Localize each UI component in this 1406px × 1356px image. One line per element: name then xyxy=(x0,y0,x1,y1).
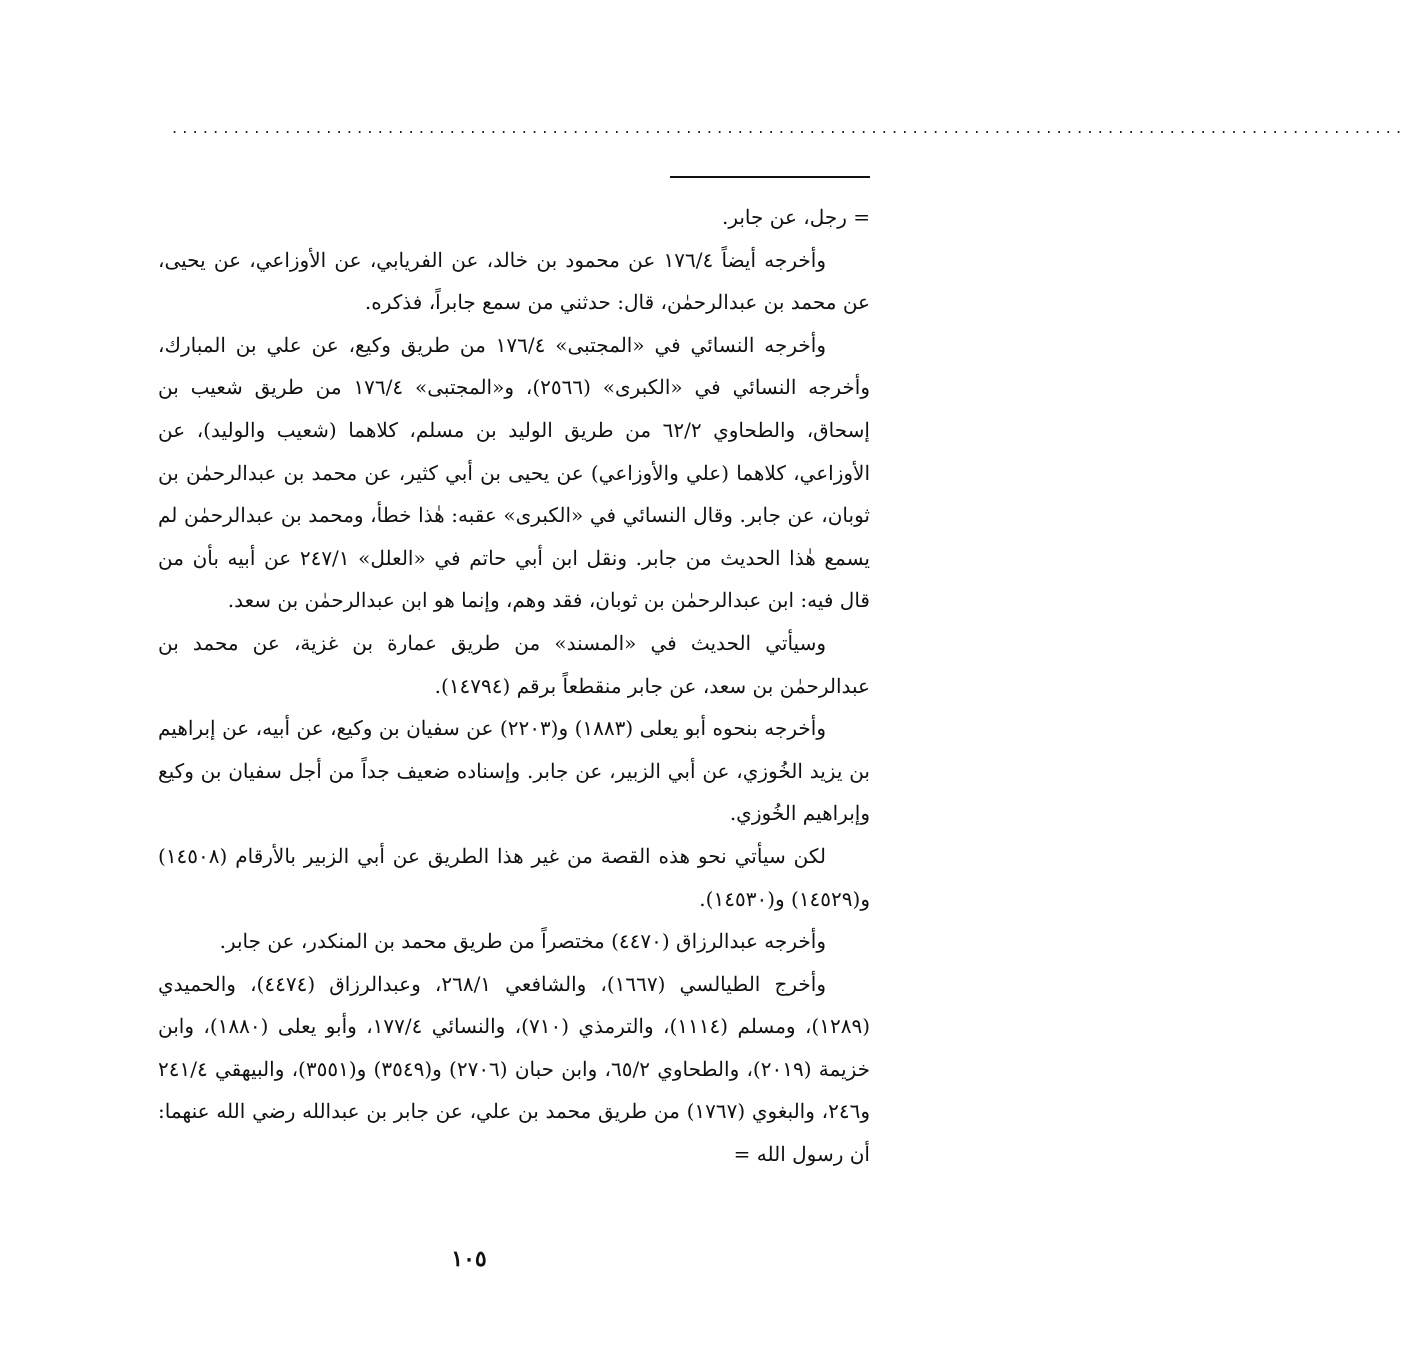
separator-dots: ........................................................................................................................ xyxy=(172,118,1406,137)
paragraph: وأخرجه النسائي في «المجتبى» ١٧٦/٤ من طريق وكيع، عن علي بن المبارك، وأخرجه النسائي في «الكبرى» (٢٥٦٦)، و«المجتبى» ١٧٦/٤ من طريق شعيب بن إسحاق، والطحاوي ٦٢/٢ من طريق الوليد بن مسلم، كلاهما (شعيب والوليد)، عن الأوزاعي، كلاهما (علي والأوزاعي) عن يحيى بن أبي كثير، عن محمد بن عبدالرحمٰن بن ثوبان، عن جابر. وقال النسائي في «الكبرى» عقبه: هٰذا خطأ، ومحمد بن عبدالرحمٰن لم يسمع هٰذا الحديث من جابر. ونقل ابن أبي حاتم في «العلل» ٢٤٧/١ عن أبيه بأن من قال فيه: ابن عبدالرحمٰن بن ثوبان، فقد وهم، وإنما هو ابن عبدالرحمٰن بن سعد. xyxy=(158,332,870,613)
paragraph: وسيأتي الحديث في «المسند» من طريق عمارة بن غزية، عن محمد بن عبدالرحمٰن بن سعد، عن جابر منقطعاً برقم (١٤٧٩٤). xyxy=(158,630,870,698)
footnote-text xyxy=(158,196,870,1176)
paragraph-continuation: = رجل، عن جابر. xyxy=(721,205,870,229)
paragraph: وأخرج الطيالسي (١٦٦٧)، والشافعي ٢٦٨/١، وعبدالرزاق (٤٤٧٤)، والحميدي (١٢٨٩)، ومسلم (١١١٤)، والترمذي (٧١٠)، والنسائي ١٧٧/٤، وأبو يعلى (١٨٨٠)، وابن خزيمة (٢٠١٩)، والطحاوي ٦٥/٢، وابن حبان (٢٧٠٦) و(٣٥٤٩) و(٣٥٥١)، والبيهقي ٢٤١/٤ و٢٤٦، والبغوي (١٧٦٧) من طريق محمد بن علي، عن جابر بن عبدالله رضي الله عنهما: أن رسول الله = xyxy=(158,971,871,1167)
footnote-rule xyxy=(670,176,870,178)
paragraph: وأخرجه بنحوه أبو يعلى (١٨٨٣) و(٢٢٠٣) عن سفيان بن وكيع، عن أبيه، عن إبراهيم بن يزيد الخُوزي، عن أبي الزبير، عن جابر. وإسناده ضعيف جداً من أجل سفيان بن وكيع وإبراهيم الخُوزي. xyxy=(158,716,870,826)
paragraph: وأخرجه عبدالرزاق (٤٤٧٠) مختصراً من طريق محمد بن المنكدر، عن جابر. xyxy=(219,929,826,954)
paragraph: لكن سيأتي نحو هذه القصة من غير هذا الطريق عن أبي الزبير بالأرقام (١٤٥٠٨) و(١٤٥٢٩) و(١٤٥٣٠). xyxy=(158,843,870,911)
page-number: ١٠٥ xyxy=(451,1246,487,1272)
paragraph: وأخرجه أيضاً ١٧٦/٤ عن محمود بن خالد، عن الفريابي، عن الأوزاعي، عن يحيى، عن محمد بن عبدالرحمٰن، قال: حدثني من سمع جابراً، فذكره. xyxy=(158,247,870,315)
